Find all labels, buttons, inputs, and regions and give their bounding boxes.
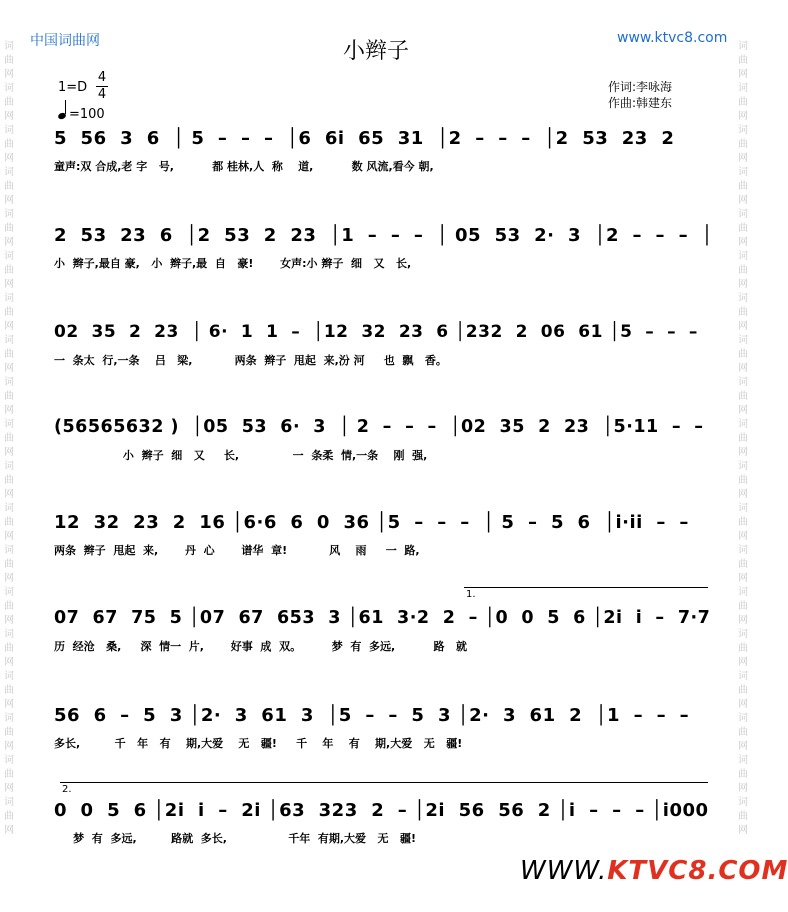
side-watermark-char: 网 (738, 153, 748, 164)
side-watermark-char: 曲 (738, 685, 748, 696)
side-watermark-char: 网 (4, 69, 14, 80)
side-watermark-char: 曲 (4, 769, 14, 780)
side-watermark-char: 词 (738, 293, 748, 304)
side-watermark-char: 网 (4, 321, 14, 332)
side-watermark-char: 词 (738, 335, 748, 346)
side-watermark-char: 网 (738, 531, 748, 542)
side-watermark-char: 网 (4, 279, 14, 290)
side-watermark-char: 词 (738, 797, 748, 808)
tempo-value: =100 (69, 107, 105, 122)
notation-line: (56565632 ) │05 53 6· 3 │ 2 – – – │02 35 2 23 │5·11 – – (54, 417, 704, 437)
side-watermark-char: 网 (738, 699, 748, 710)
side-watermark-char: 网 (738, 363, 748, 374)
side-watermark-char: 词 (4, 167, 14, 178)
side-watermark-char: 曲 (738, 643, 748, 654)
side-watermark-char: 词 (738, 755, 748, 766)
side-watermark-char: 词 (738, 125, 748, 136)
side-watermark-char: 网 (4, 825, 14, 836)
side-watermark-char: 词 (738, 209, 748, 220)
side-watermark-char: 曲 (738, 559, 748, 570)
side-watermark-char: 词 (738, 251, 748, 262)
notation-line: 2 53 23 6 │2 53 2 23 │1 – – – │ 05 53 2· 3 │2 – – – │ (54, 225, 713, 246)
side-watermark-char: 网 (4, 615, 14, 626)
lyricist-credit: 作词:李咏海 (608, 80, 673, 94)
side-watermark-char: 曲 (738, 55, 748, 66)
side-watermark-char: 词 (4, 629, 14, 640)
volta-bracket-2 (60, 782, 708, 783)
side-watermark-char: 网 (738, 321, 748, 332)
side-watermark-char: 曲 (4, 265, 14, 276)
time-signature (96, 70, 108, 103)
side-watermark-char: 曲 (738, 727, 748, 738)
side-watermark-char: 网 (4, 195, 14, 206)
side-watermark-char: 网 (738, 111, 748, 122)
side-watermark-char: 网 (738, 69, 748, 80)
side-watermark-char: 网 (4, 531, 14, 542)
side-watermark-char: 词 (738, 503, 748, 514)
notation-line: 12 32 23 2 16 │6·6 6 0 36 │5 – – – │ 5 – 5 6 │i·ii – – (54, 512, 689, 533)
side-watermark-char: 词 (4, 293, 14, 304)
site-name-left[interactable]: 中国词曲网 (30, 33, 100, 49)
side-watermark-char: 网 (738, 741, 748, 752)
side-watermark-char: 网 (4, 573, 14, 584)
time-bottom: 4 (97, 87, 107, 102)
side-watermark-char: 网 (738, 279, 748, 290)
side-watermark-char: 词 (738, 545, 748, 556)
side-watermark-char: 词 (4, 545, 14, 556)
side-watermark-char: 网 (4, 237, 14, 248)
side-watermark-char: 曲 (738, 307, 748, 318)
side-watermark-char: 网 (4, 111, 14, 122)
side-watermark-char: 曲 (4, 601, 14, 612)
lyrics-line: 童声:双 合成,老 字 号, 都 桂林,人 称 道, 数 风流,看今 朝, (54, 160, 434, 173)
side-watermark-char: 曲 (4, 433, 14, 444)
song-title: 小辫子 (342, 39, 409, 64)
side-watermark-char: 曲 (4, 517, 14, 528)
lyrics-line: 历 经沧 桑, 深 情一 片, 好事 成 双。 梦 有 多远, 路 就 (54, 640, 468, 653)
side-watermark-char: 词 (738, 587, 748, 598)
side-watermark-char: 词 (4, 797, 14, 808)
side-watermark-char: 词 (738, 713, 748, 724)
side-watermark-char: 网 (738, 237, 748, 248)
site-url-right[interactable]: www.ktvc8.com (617, 30, 728, 46)
side-watermark-char: 曲 (738, 769, 748, 780)
side-watermark-char: 词 (738, 419, 748, 430)
side-watermark-char: 词 (738, 461, 748, 472)
notation-line: 56 6 – 5 3 │2· 3 61 3 │5 – – 5 3 │2· 3 61 2 │1 – – – (54, 705, 690, 726)
side-watermark-char: 曲 (4, 643, 14, 654)
side-watermark-char: 曲 (738, 97, 748, 108)
lyrics-line: 多长, 千 年 有 期,大爱 无 疆! 千 年 有 期,大爱 无 疆! (54, 737, 463, 750)
side-watermark-char: 网 (4, 657, 14, 668)
volta-number-1: 1. (466, 589, 476, 600)
side-watermark-char: 词 (738, 83, 748, 94)
side-watermark-left (2, 40, 16, 838)
side-watermark-char: 词 (738, 167, 748, 178)
notation-line: 5 56 3 6 │ 5 – – – │6 6i 65 31 │2 – – – │2 53 23 2 (54, 128, 675, 149)
lyrics-line: 一 条太 行,一条 吕 梁, 两条 辫子 甩起 来,汾 河 也 飘 香。 (54, 354, 447, 367)
side-watermark-char: 网 (738, 405, 748, 416)
side-watermark-char: 词 (4, 755, 14, 766)
side-watermark-char: 词 (4, 125, 14, 136)
side-watermark-char: 网 (738, 489, 748, 500)
side-watermark-char: 曲 (738, 223, 748, 234)
side-watermark-char: 曲 (738, 181, 748, 192)
side-watermark-char: 词 (4, 209, 14, 220)
note-stem (65, 100, 66, 114)
side-watermark-char: 曲 (4, 181, 14, 192)
side-watermark-char: 曲 (4, 307, 14, 318)
watermark-domain: KTVC8.COM (607, 856, 788, 886)
notation-line: 0 0 5 6 │2i i – 2i │63 323 2 – │2i 56 56 2 │i – – – │i000 (54, 800, 709, 821)
side-watermark-char: 网 (4, 363, 14, 374)
side-watermark-char: 曲 (4, 55, 14, 66)
side-watermark-char: 曲 (738, 811, 748, 822)
tempo-marking (58, 104, 105, 122)
side-watermark-char: 词 (4, 503, 14, 514)
side-watermark-char: 词 (4, 377, 14, 388)
volta-number-2: 2. (62, 784, 72, 795)
side-watermark-char: 曲 (738, 391, 748, 402)
side-watermark-char: 词 (738, 41, 748, 52)
side-watermark-char: 曲 (4, 139, 14, 150)
side-watermark-char: 曲 (4, 391, 14, 402)
watermark-www: WWW. (520, 856, 608, 886)
footer-watermark (520, 856, 788, 886)
side-watermark-char: 曲 (4, 475, 14, 486)
side-watermark-char: 曲 (738, 349, 748, 360)
side-watermark-char: 网 (4, 153, 14, 164)
time-top: 4 (97, 70, 107, 85)
side-watermark-right (736, 40, 750, 838)
side-watermark-char: 词 (738, 377, 748, 388)
side-watermark-char: 曲 (4, 727, 14, 738)
side-watermark-char: 词 (738, 671, 748, 682)
side-watermark-char: 曲 (738, 433, 748, 444)
side-watermark-char: 网 (738, 447, 748, 458)
side-watermark-char: 词 (4, 671, 14, 682)
side-watermark-char: 网 (738, 195, 748, 206)
side-watermark-char: 曲 (738, 601, 748, 612)
composer-credit: 作曲:韩建东 (608, 96, 673, 110)
side-watermark-char: 词 (4, 41, 14, 52)
side-watermark-char: 词 (4, 713, 14, 724)
side-watermark-char: 网 (4, 489, 14, 500)
lyrics-line: 梦 有 多远, 路就 多长, 千年 有期,大爱 无 疆! (54, 832, 417, 845)
side-watermark-char: 词 (4, 419, 14, 430)
side-watermark-char: 曲 (738, 139, 748, 150)
side-watermark-char: 网 (738, 615, 748, 626)
side-watermark-char: 词 (4, 83, 14, 94)
side-watermark-char: 网 (4, 405, 14, 416)
notation-line: 02 35 2 23 │ 6· 1 1 – │12 32 23 6 │232 2 06 61 │5 – – – (54, 322, 698, 342)
side-watermark-char: 网 (4, 783, 14, 794)
side-watermark-char: 曲 (738, 517, 748, 528)
side-watermark-char: 曲 (4, 559, 14, 570)
side-watermark-char: 曲 (738, 265, 748, 276)
lyrics-line: 小 辫子,最自 豪, 小 辫子,最 自 豪! 女声:小 辫子 细 又 长, (54, 257, 412, 270)
side-watermark-char: 网 (4, 699, 14, 710)
notation-line: 07 67 75 5 │07 67 653 3 │61 3·2 2 – │0 0 5 6 │2i i – 7·7 (54, 608, 711, 628)
lyrics-line: 两条 辫子 甩起 来, 丹 心 谱华 章! 风 雨 一 路, (54, 544, 420, 557)
volta-bracket-1 (464, 587, 708, 588)
side-watermark-char: 曲 (4, 223, 14, 234)
side-watermark-char: 曲 (4, 97, 14, 108)
side-watermark-char: 词 (738, 629, 748, 640)
key-signature: 1=D (58, 80, 88, 95)
side-watermark-char: 词 (4, 251, 14, 262)
side-watermark-char: 词 (4, 587, 14, 598)
side-watermark-char: 曲 (738, 475, 748, 486)
side-watermark-char: 词 (4, 461, 14, 472)
side-watermark-char: 网 (4, 741, 14, 752)
side-watermark-char: 曲 (4, 811, 14, 822)
side-watermark-char: 网 (738, 783, 748, 794)
lyrics-line: 小 辫子 细 又 长, 一 条柔 情,一条 刚 强, (54, 449, 428, 462)
side-watermark-char: 网 (738, 825, 748, 836)
side-watermark-char: 曲 (4, 349, 14, 360)
side-watermark-char: 网 (738, 657, 748, 668)
side-watermark-char: 曲 (4, 685, 14, 696)
side-watermark-char: 网 (4, 447, 14, 458)
side-watermark-char: 网 (738, 573, 748, 584)
side-watermark-char: 词 (4, 335, 14, 346)
